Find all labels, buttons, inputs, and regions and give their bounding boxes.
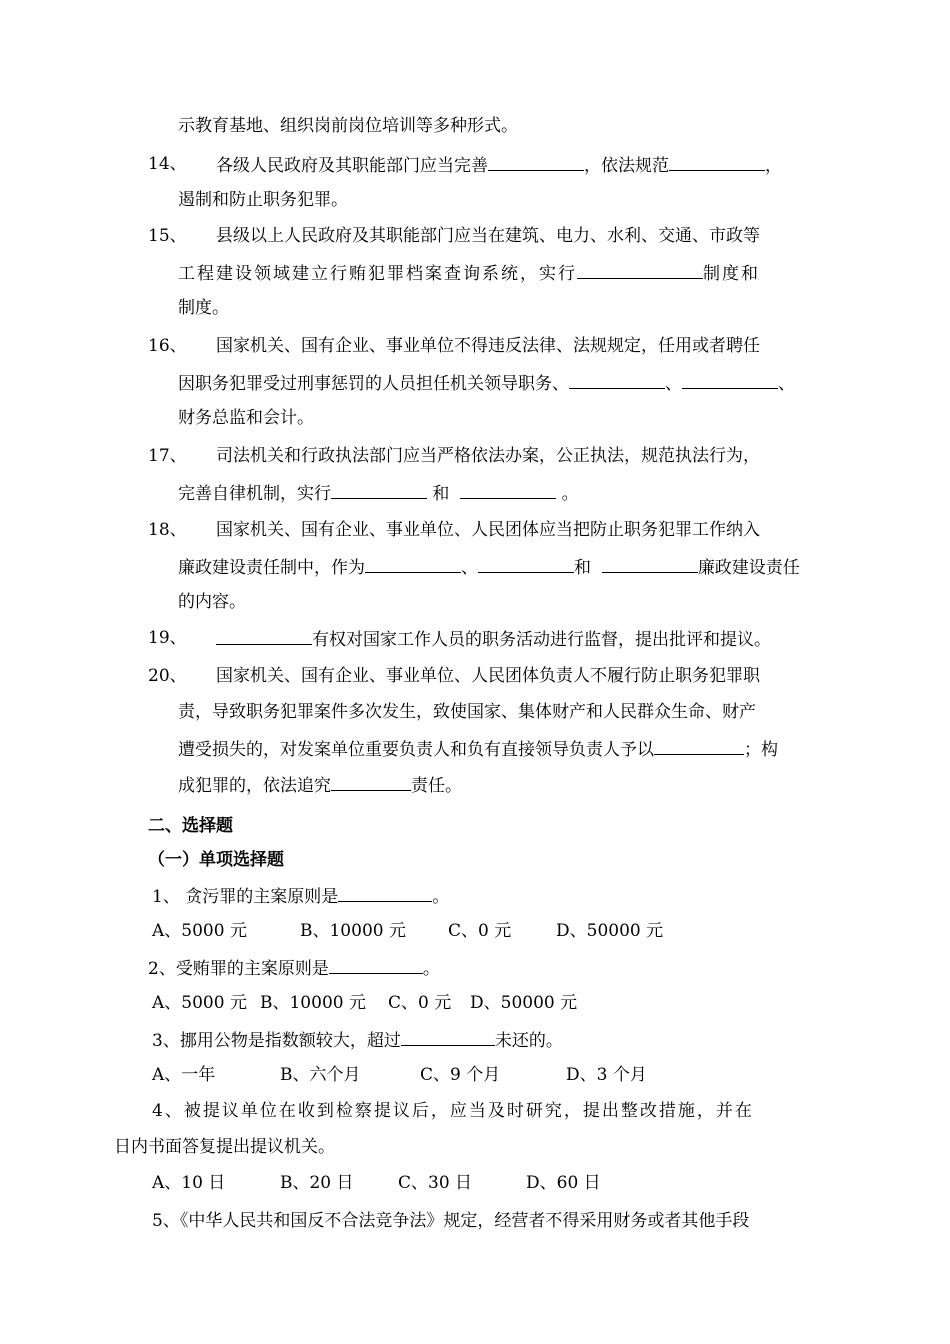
item-number: 16、 bbox=[148, 336, 187, 356]
section-heading: 二、选择题 bbox=[148, 816, 233, 836]
item-number: 20、 bbox=[148, 666, 187, 686]
item-14-line-2: 遏制和防止职务犯罪。 bbox=[178, 190, 348, 210]
option-c[interactable]: C、9 个月 bbox=[420, 1065, 501, 1085]
question-4-line-2: 日内书面答复提出提议机关。 bbox=[114, 1137, 335, 1157]
item-number: 18、 bbox=[148, 520, 187, 540]
option-d[interactable]: D、3 个月 bbox=[566, 1065, 647, 1085]
answer-blank[interactable] bbox=[682, 370, 778, 389]
answer-blank[interactable] bbox=[329, 955, 423, 974]
option-a[interactable]: A、一年 bbox=[152, 1065, 216, 1085]
item-number: 14、 bbox=[148, 154, 187, 174]
item-16-line-1: 国家机关、国有企业、事业单位不得违反法律、法规规定，任用或者聘任 bbox=[216, 336, 760, 356]
item-18-line-1: 国家机关、国有企业、事业单位、人民团体应当把防止职务犯罪工作纳入 bbox=[216, 520, 760, 540]
answer-blank[interactable] bbox=[331, 480, 427, 499]
item-17-line-2: 完善自律机制，实行 和 。 bbox=[178, 480, 579, 506]
question-3: 3、挪用公物是指数额较大，超过 未还的。 bbox=[152, 1027, 563, 1053]
option-c[interactable]: C、0 元 bbox=[388, 993, 452, 1013]
item-20-line-2: 责，导致职务犯罪案件多次发生，致使国家、集体财产和人民群众生命、财产 bbox=[178, 702, 756, 722]
item-18-line-2: 廉政建设责任制中，作为 、 和 廉政建设责任 bbox=[178, 554, 800, 580]
option-d[interactable]: D、50000 元 bbox=[470, 993, 578, 1013]
answer-blank[interactable] bbox=[401, 1027, 495, 1046]
item-20-line-3: 遭受损失的，对发案单位重要负责人和负有直接领导负责人予以 ；构 bbox=[178, 736, 778, 762]
answer-blank[interactable] bbox=[365, 554, 461, 573]
item-number: 19、 bbox=[148, 628, 187, 648]
question-5-line-1: 5、《中华人民共和国反不合法竞争法》规定，经营者不得采用财务或者其他手段 bbox=[152, 1211, 750, 1231]
item-18-line-3: 的内容。 bbox=[178, 592, 246, 612]
option-b[interactable]: B、10000 元 bbox=[260, 993, 366, 1013]
item-20-line-1: 国家机关、国有企业、事业单位、人民团体负责人不履行防止职务犯罪职 bbox=[216, 666, 760, 686]
answer-blank[interactable] bbox=[569, 370, 665, 389]
answer-blank[interactable] bbox=[338, 883, 432, 902]
answer-blank[interactable] bbox=[577, 260, 703, 279]
subsection-heading: （一）单项选择题 bbox=[148, 850, 284, 870]
answer-blank[interactable] bbox=[478, 554, 574, 573]
item-14-line-1: 各级人民政府及其职能部门应当完善 ，依法规范 ， bbox=[216, 152, 782, 178]
answer-blank[interactable] bbox=[216, 626, 312, 645]
option-a[interactable]: A、5000 元 bbox=[152, 921, 247, 941]
option-c[interactable]: C、30 日 bbox=[398, 1173, 473, 1193]
option-b[interactable]: B、10000 元 bbox=[300, 921, 406, 941]
option-a[interactable]: A、5000 元 bbox=[152, 993, 247, 1013]
option-a[interactable]: A、10 日 bbox=[152, 1173, 226, 1193]
item-15-line-2: 工程建设领域建立行贿犯罪档案查询系统，实行 制度和 bbox=[178, 260, 760, 286]
option-b[interactable]: B、六个月 bbox=[280, 1065, 361, 1085]
item-16-line-3: 财务总监和会计。 bbox=[178, 408, 314, 428]
item-15-line-3: 制度。 bbox=[178, 298, 229, 318]
answer-blank[interactable] bbox=[669, 152, 765, 171]
option-d[interactable]: D、60 日 bbox=[526, 1173, 601, 1193]
option-b[interactable]: B、20 日 bbox=[280, 1173, 354, 1193]
item-number: 17、 bbox=[148, 446, 187, 466]
item-17-line-1: 司法机关和行政执法部门应当严格依法办案，公正执法，规范执法行为， bbox=[216, 446, 760, 466]
item-13-continuation: 示教育基地、组织岗前岗位培训等多种形式。 bbox=[178, 116, 518, 136]
question-4-line-1: 4、被提议单位在收到检察提议后，应当及时研究，提出整改措施，并在 bbox=[152, 1101, 754, 1121]
item-15-line-1: 县级以上人民政府及其职能部门应当在建筑、电力、水利、交通、市政等 bbox=[216, 226, 760, 246]
option-d[interactable]: D、50000 元 bbox=[556, 921, 664, 941]
answer-blank[interactable] bbox=[602, 554, 698, 573]
item-19-line-1: 有权对国家工作人员的职务活动进行监督，提出批评和提议。 bbox=[216, 626, 771, 652]
answer-blank[interactable] bbox=[488, 152, 584, 171]
item-16-line-2: 因职务犯罪受过刑事惩罚的人员担任机关领导职务、 、 、 bbox=[178, 370, 795, 396]
answer-blank[interactable] bbox=[654, 736, 744, 755]
option-c[interactable]: C、0 元 bbox=[448, 921, 512, 941]
answer-blank[interactable] bbox=[460, 480, 556, 499]
item-number: 15、 bbox=[148, 226, 187, 246]
answer-blank[interactable] bbox=[331, 772, 411, 791]
item-20-line-4: 成犯罪的，依法追究 责任。 bbox=[178, 772, 462, 798]
question-2: 2、受贿罪的主案原则是 。 bbox=[148, 955, 440, 981]
question-1: 1、 贪污罪的主案原则是 。 bbox=[152, 883, 449, 909]
